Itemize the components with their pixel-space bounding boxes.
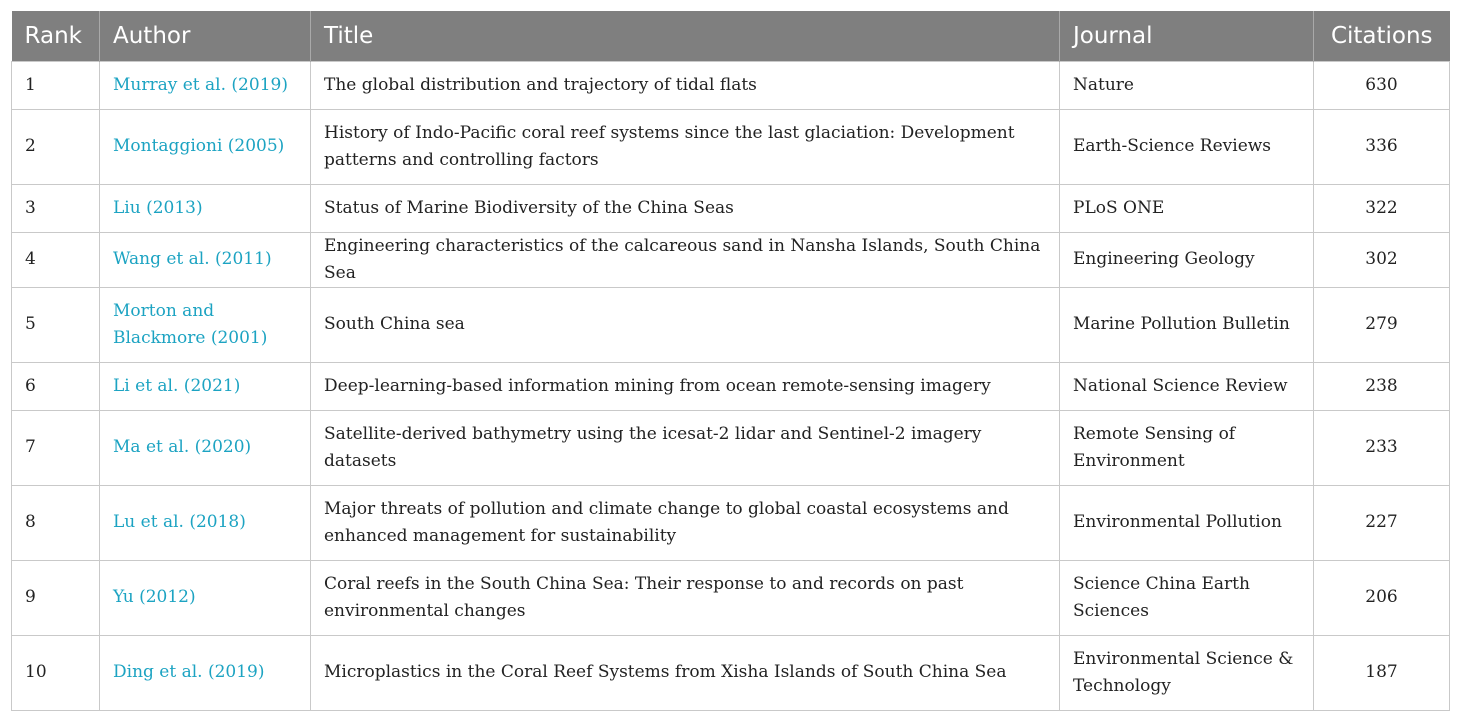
- title-cell: South China sea: [311, 287, 1060, 362]
- citations-cell: 336: [1314, 109, 1450, 184]
- journal-cell: Marine Pollution Bulletin: [1060, 287, 1314, 362]
- table-row: [12, 410, 1450, 485]
- citations-cell: 187: [1314, 635, 1450, 710]
- title-cell: History of Indo-Pacific coral reef systems since the last glaciation: Development patterns and controlling factors: [311, 109, 1060, 184]
- rank-cell: 8: [12, 485, 100, 560]
- header-journal: Journal: [1060, 11, 1314, 61]
- citations-cell: 322: [1314, 184, 1450, 232]
- table-row: [12, 287, 1450, 362]
- journal-cell: Earth-Science Reviews: [1060, 109, 1314, 184]
- citations-cell: 233: [1314, 410, 1450, 485]
- author-link[interactable]: Ding et al. (2019): [100, 635, 311, 710]
- author-link[interactable]: Yu (2012): [100, 560, 311, 635]
- header-author: Author: [100, 11, 311, 61]
- journal-cell: Environmental Science & Technology: [1060, 635, 1314, 710]
- header-row: [12, 11, 1450, 61]
- header-title: Title: [311, 11, 1060, 61]
- table-row: [12, 184, 1450, 232]
- title-cell: Coral reefs in the South China Sea: Their response to and records on past environmental changes: [311, 560, 1060, 635]
- citations-cell: 238: [1314, 362, 1450, 410]
- journal-cell: Nature: [1060, 61, 1314, 109]
- author-link[interactable]: Montaggioni (2005): [100, 109, 311, 184]
- table-row: [12, 109, 1450, 184]
- author-link[interactable]: Lu et al. (2018): [100, 485, 311, 560]
- table-row: [12, 635, 1450, 710]
- rank-cell: 2: [12, 109, 100, 184]
- rank-cell: 4: [12, 232, 100, 287]
- table-row: [12, 61, 1450, 109]
- rank-cell: 7: [12, 410, 100, 485]
- author-link[interactable]: Li et al. (2021): [100, 362, 311, 410]
- journal-cell: Environmental Pollution: [1060, 485, 1314, 560]
- rank-cell: 3: [12, 184, 100, 232]
- citations-cell: 206: [1314, 560, 1450, 635]
- rank-cell: 10: [12, 635, 100, 710]
- author-link[interactable]: Murray et al. (2019): [100, 61, 311, 109]
- citations-cell: 279: [1314, 287, 1450, 362]
- author-link[interactable]: Morton and Blackmore (2001): [100, 287, 311, 362]
- journal-cell: Engineering Geology: [1060, 232, 1314, 287]
- header-citations: Citations: [1314, 11, 1450, 61]
- journal-cell: PLoS ONE: [1060, 184, 1314, 232]
- title-cell: Major threats of pollution and climate change to global coastal ecosystems and enhanced management for sustainability: [311, 485, 1060, 560]
- table-row: [12, 485, 1450, 560]
- author-link[interactable]: Wang et al. (2011): [100, 232, 311, 287]
- journal-cell: Science China Earth Sciences: [1060, 560, 1314, 635]
- rank-cell: 5: [12, 287, 100, 362]
- title-cell: Deep-learning-based information mining from ocean remote-sensing imagery: [311, 362, 1060, 410]
- author-link[interactable]: Ma et al. (2020): [100, 410, 311, 485]
- author-link[interactable]: Liu (2013): [100, 184, 311, 232]
- journal-cell: National Science Review: [1060, 362, 1314, 410]
- citations-cell: 630: [1314, 61, 1450, 109]
- rank-cell: 6: [12, 362, 100, 410]
- header-rank: Rank: [24, 22, 82, 49]
- citations-cell: 227: [1314, 485, 1450, 560]
- citations-table: [11, 11, 1450, 711]
- title-cell: Engineering characteristics of the calcareous sand in Nansha Islands, South China Sea: [311, 232, 1060, 287]
- title-cell: The global distribution and trajectory of tidal flats: [311, 61, 1060, 109]
- title-cell: Microplastics in the Coral Reef Systems from Xisha Islands of South China Sea: [311, 635, 1060, 710]
- journal-cell: Remote Sensing of Environment: [1060, 410, 1314, 485]
- rank-cell: 1: [12, 61, 100, 109]
- table-row: [12, 232, 1450, 287]
- title-cell: Status of Marine Biodiversity of the China Seas: [311, 184, 1060, 232]
- rank-cell: 9: [12, 560, 100, 635]
- table-row: [12, 560, 1450, 635]
- table-row: [12, 362, 1450, 410]
- citations-cell: 302: [1314, 232, 1450, 287]
- title-cell: Satellite-derived bathymetry using the icesat-2 lidar and Sentinel-2 imagery datasets: [311, 410, 1060, 485]
